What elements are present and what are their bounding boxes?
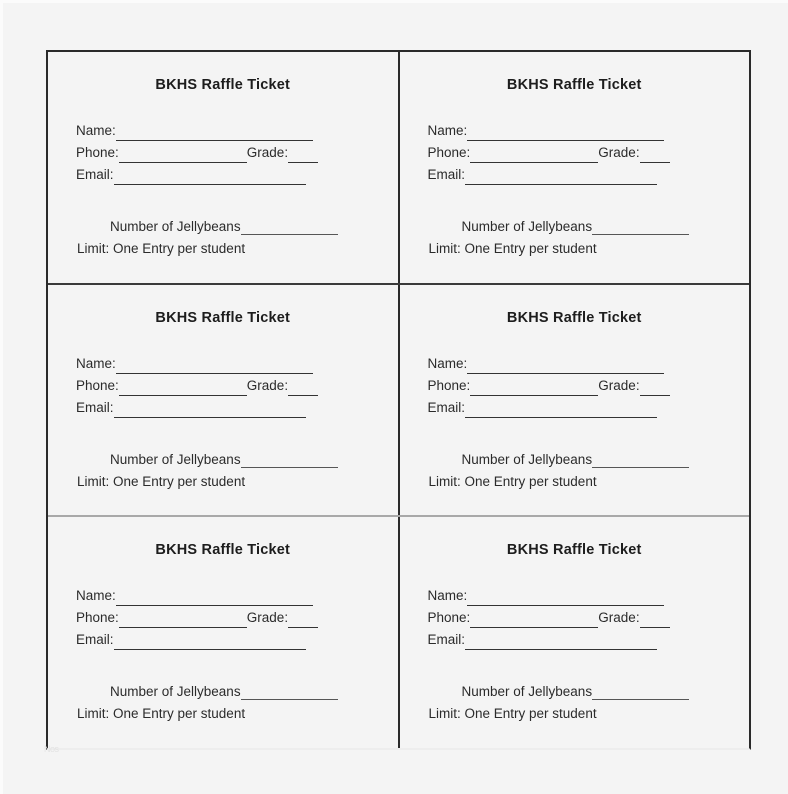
- grade-label: Grade:: [246, 145, 289, 160]
- phone-label: Phone:: [76, 145, 119, 160]
- raffle-ticket: [48, 517, 398, 748]
- raffle-ticket: [48, 52, 398, 283]
- email-field-row: [428, 396, 736, 418]
- jellybeans-field-row: [462, 215, 750, 235]
- raffle-ticket: [400, 52, 750, 283]
- ticket-title: BKHS Raffle Ticket: [155, 77, 291, 93]
- name-label: Name:: [76, 123, 116, 138]
- email-label: Email:: [76, 399, 114, 415]
- ticket-fields: [400, 352, 750, 418]
- phone-grade-field-row: [76, 141, 384, 163]
- grade-input-rule[interactable]: [640, 147, 670, 163]
- jellybeans-block: [400, 448, 750, 468]
- phone-input-rule[interactable]: [470, 380, 598, 396]
- email-input-rule[interactable]: [114, 169, 306, 185]
- raffle-ticket: [400, 285, 750, 516]
- ticket-row: [48, 285, 749, 518]
- raffle-ticket: [48, 285, 398, 516]
- ticket-title: BKHS Raffle Ticket: [155, 309, 291, 326]
- jellybeans-block: [48, 680, 398, 700]
- email-field-row: [76, 163, 384, 185]
- ticket-cell[interactable]: [400, 517, 750, 748]
- email-field-row: [428, 628, 736, 650]
- name-input-rule[interactable]: [467, 125, 664, 141]
- email-field-row: [76, 628, 384, 650]
- name-field-row: [428, 352, 736, 374]
- jellybeans-input-rule[interactable]: [592, 684, 689, 700]
- grade-input-rule[interactable]: [640, 380, 670, 396]
- jellybeans-label: Number of Jellybeans: [110, 684, 241, 700]
- email-label: Email:: [76, 167, 114, 182]
- name-label: Name:: [427, 123, 468, 138]
- name-input-rule[interactable]: [467, 358, 664, 374]
- phone-grade-field-row: [76, 374, 384, 396]
- name-input-rule[interactable]: [467, 590, 664, 606]
- grade-label: Grade:: [246, 377, 289, 393]
- jellybeans-block: [400, 215, 750, 235]
- phone-grade-field-row: [76, 606, 384, 628]
- phone-label: Phone:: [76, 377, 119, 393]
- limit-note: Limit: One Entry per student: [428, 241, 597, 256]
- ticket-cell[interactable]: [400, 285, 750, 516]
- phone-input-rule[interactable]: [119, 612, 247, 628]
- limit-note: Limit: One Entry per student: [428, 706, 597, 722]
- jellybeans-field-row: [110, 680, 398, 700]
- jellybeans-label: Number of Jellybeans: [461, 219, 593, 234]
- limit-note: Limit: One Entry per student: [428, 473, 597, 489]
- phone-label: Phone:: [427, 145, 471, 160]
- jellybeans-field-row: [462, 448, 750, 468]
- grade-input-rule[interactable]: [640, 612, 670, 628]
- name-field-row: [76, 119, 384, 141]
- phone-grade-field-row: [428, 374, 736, 396]
- phone-input-rule[interactable]: [470, 147, 598, 163]
- phone-label: Phone:: [427, 377, 471, 393]
- limit-note: Limit: One Entry per student: [77, 473, 246, 489]
- ticket-fields: [48, 584, 398, 650]
- name-label: Name:: [427, 355, 468, 371]
- scan-artifact: Nos: [44, 744, 59, 754]
- jellybeans-label: Number of Jellybeans: [110, 219, 241, 234]
- ticket-fields: [400, 119, 750, 185]
- jellybeans-label: Number of Jellybeans: [461, 684, 593, 700]
- name-label: Name:: [427, 588, 468, 604]
- raffle-ticket-sheet: [46, 50, 751, 750]
- jellybeans-input-rule[interactable]: [241, 452, 338, 468]
- limit-note: Limit: One Entry per student: [77, 706, 246, 722]
- ticket-cell[interactable]: [400, 52, 750, 283]
- grade-label: Grade:: [246, 610, 289, 626]
- ticket-fields: [48, 352, 398, 418]
- jellybeans-field-row: [110, 448, 398, 468]
- name-input-rule[interactable]: [116, 590, 313, 606]
- ticket-title: BKHS Raffle Ticket: [155, 542, 291, 559]
- name-field-row: [76, 584, 384, 606]
- jellybeans-block: [48, 215, 398, 235]
- ticket-row: [48, 517, 749, 748]
- ticket-fields: [400, 584, 750, 650]
- jellybeans-input-rule[interactable]: [241, 219, 338, 235]
- grade-input-rule[interactable]: [288, 147, 318, 163]
- jellybeans-label: Number of Jellybeans: [110, 451, 241, 467]
- jellybeans-block: [48, 448, 398, 468]
- ticket-row: [48, 52, 749, 285]
- phone-label: Phone:: [76, 610, 119, 626]
- grade-input-rule[interactable]: [288, 612, 318, 628]
- email-field-row: [428, 163, 736, 185]
- email-input-rule[interactable]: [114, 634, 306, 650]
- jellybeans-block: [400, 680, 750, 700]
- ticket-cell[interactable]: [48, 285, 400, 516]
- name-label: Name:: [76, 588, 116, 604]
- email-input-rule[interactable]: [465, 634, 657, 650]
- grade-label: Grade:: [598, 145, 640, 160]
- grade-label: Grade:: [598, 610, 640, 626]
- raffle-ticket: [400, 517, 750, 748]
- jellybeans-input-rule[interactable]: [241, 684, 338, 700]
- name-label: Name:: [76, 355, 116, 371]
- jellybeans-label: Number of Jellybeans: [461, 451, 593, 467]
- name-field-row: [76, 352, 384, 374]
- email-label: Email:: [427, 632, 466, 648]
- jellybeans-field-row: [462, 680, 750, 700]
- limit-note: Limit: One Entry per student: [77, 241, 246, 256]
- ticket-title: BKHS Raffle Ticket: [506, 542, 642, 559]
- jellybeans-input-rule[interactable]: [592, 452, 689, 468]
- email-input-rule[interactable]: [114, 402, 306, 418]
- name-input-rule[interactable]: [116, 125, 313, 141]
- phone-grade-field-row: [428, 141, 736, 163]
- email-input-rule[interactable]: [465, 169, 657, 185]
- jellybeans-field-row: [110, 215, 398, 235]
- ticket-title: BKHS Raffle Ticket: [506, 309, 642, 326]
- grade-input-rule[interactable]: [288, 380, 318, 396]
- phone-grade-field-row: [428, 606, 736, 628]
- email-input-rule[interactable]: [465, 402, 657, 418]
- phone-label: Phone:: [427, 610, 471, 626]
- name-input-rule[interactable]: [116, 358, 313, 374]
- phone-input-rule[interactable]: [470, 612, 598, 628]
- ticket-fields: [48, 119, 398, 185]
- jellybeans-input-rule[interactable]: [592, 219, 689, 235]
- phone-input-rule[interactable]: [119, 147, 247, 163]
- grade-label: Grade:: [598, 377, 640, 393]
- email-label: Email:: [76, 632, 114, 648]
- name-field-row: [428, 119, 736, 141]
- ticket-cell[interactable]: [48, 517, 400, 748]
- ticket-cell[interactable]: [48, 52, 400, 283]
- email-field-row: [76, 396, 384, 418]
- name-field-row: [428, 584, 736, 606]
- email-label: Email:: [427, 399, 466, 415]
- phone-input-rule[interactable]: [119, 380, 247, 396]
- ticket-title: BKHS Raffle Ticket: [506, 77, 642, 93]
- email-label: Email:: [427, 167, 466, 182]
